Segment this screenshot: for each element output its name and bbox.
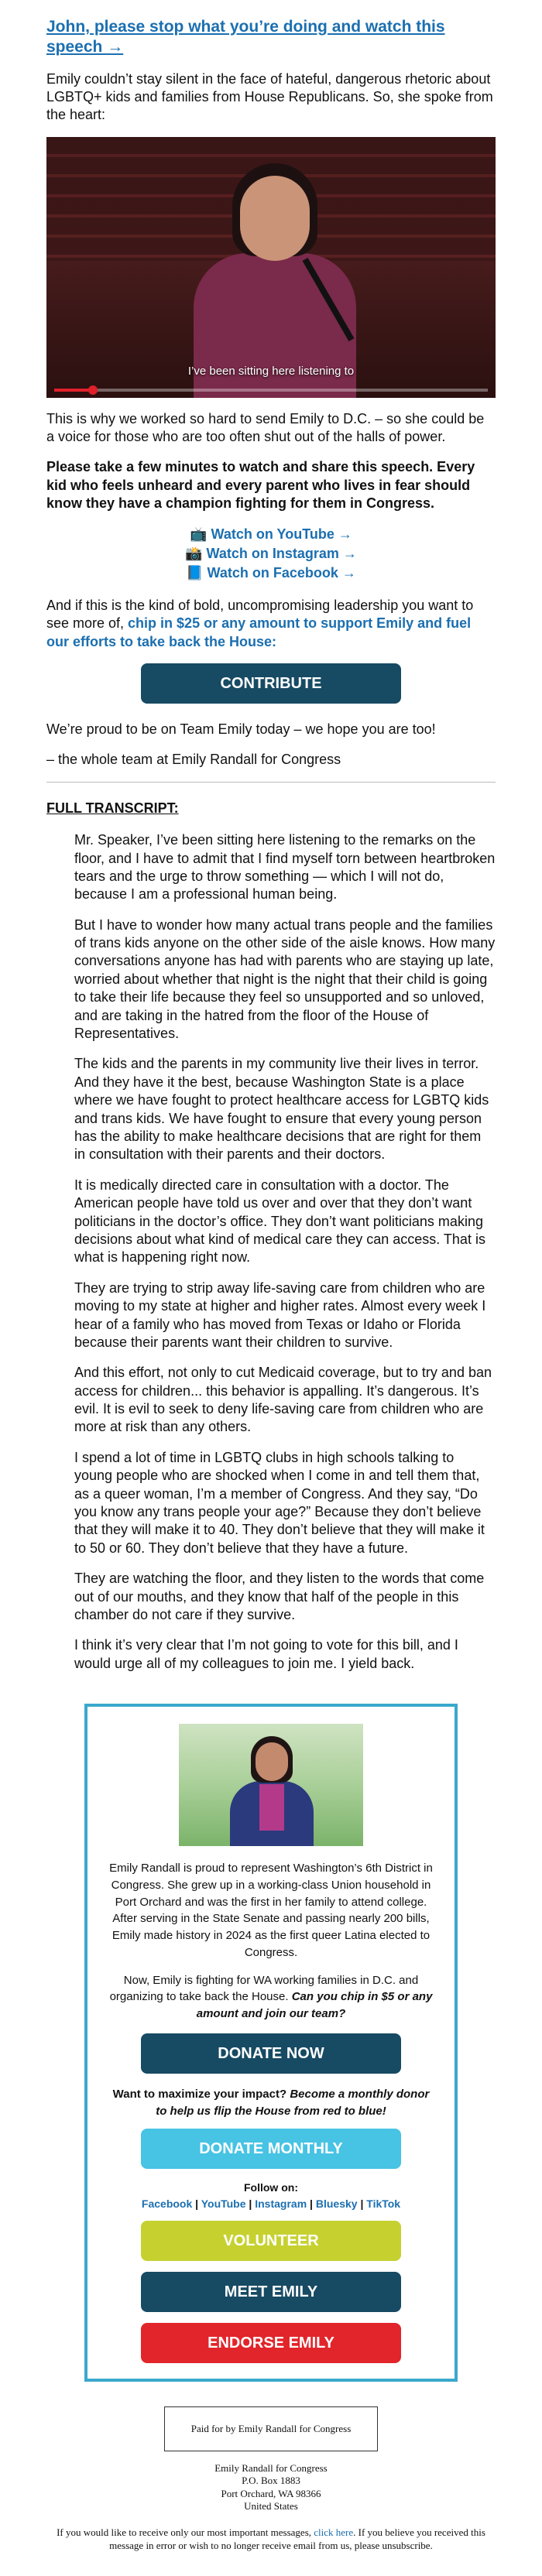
transcript-paragraph: They are watching the floor, and they listen to the words that come out of our mouths, and they know that half of the people in this chamber do not care if they survive. [74, 1571, 485, 1622]
headline-link[interactable]: John, please stop what you’re doing and watch this speech → [46, 18, 445, 57]
volunteer-button[interactable]: VOLUNTEER [141, 2221, 401, 2261]
watch-instagram-link[interactable]: Watch on Instagram → [206, 546, 357, 562]
paid-for-box: Paid for by Emily Randall for Congress [164, 2406, 378, 2451]
address-line: United States [244, 2499, 298, 2512]
leadership-text: And if this is the kind of bold, uncompromising leadership you want to see more of, [46, 597, 474, 632]
watch-youtube-link[interactable]: Watch on YouTube → [211, 526, 352, 542]
bluesky-link[interactable]: Bluesky [315, 2197, 358, 2210]
bio-paragraph: Emily Randall is proud to represent Washington’s 6th District in Congress. She grew up in a working-class Union household in Port Orchard and was the first in her family to attend college. After serving in the State Senate and passing nearly 200 bills, Emily made history in 2024 as the first queer Latina elected to Congress. [109, 1862, 433, 1959]
contribute-button[interactable]: CONTRIBUTE [141, 663, 401, 704]
watch-facebook[interactable] [46, 564, 496, 582]
watch-links [46, 526, 496, 583]
transcript [46, 831, 496, 1673]
transcript-paragraph: I spend a lot of time in LGBTQ clubs in high schools talking to young people who are shocked when I come in and tell them that, as a queer woman, I’m a member of Congress. And they say, “Do you know any trans people your age?” Because they don’t believe that they will make it to 40. They don’t believe that they will make it to 50 or 60. They don’t believe that they have a future. [74, 1449, 485, 1556]
why-paragraph: This is why we worked so hard to send Emily to D.C. – so she could be a voice for those who are too often shut out of the halls of power. [46, 410, 485, 445]
ask-text: Can you chip in $5 or any amount and join our team? [196, 1990, 433, 2021]
transcript-paragraph: But I have to wonder how many actual trans people and the families of trans kids anyone on the other side of the aisle knows. How many conversations anyone has had with parents who are staying up late, worried about whether that night is the night that their child is going to take their life because they feel so unsupported and so unloved, and are taking in the hatred from the floor of the House of Representatives. [74, 916, 496, 1042]
youtube-link[interactable]: YouTube [201, 2197, 246, 2210]
footer-text: If you would like to receive only our most important messages, [57, 2526, 314, 2538]
unsubscribe-note [46, 2526, 496, 2553]
signup-card [84, 1704, 458, 2382]
video-progress-bar[interactable] [54, 389, 488, 392]
tiktok-link[interactable]: TikTok [366, 2197, 401, 2210]
facebook-link[interactable]: Facebook [141, 2197, 193, 2210]
chip-in-link[interactable]: chip in $25 or any amount to support Emily and fuel our efforts to take back the House: [46, 615, 472, 649]
camera-icon: 📸 [185, 546, 203, 562]
endorse-emily-button[interactable]: ENDORSE EMILY [141, 2323, 401, 2363]
click-here-link[interactable]: click here [314, 2526, 354, 2538]
speaker-figure [194, 160, 356, 398]
upsell-text: Want to maximize your impact? [112, 2087, 290, 2101]
share-paragraph: Please take a few minutes to watch and share this speech. Every kid who feels unheard and every parent who lives in fear should know they have a champion fighting for them in Congress. [46, 459, 475, 512]
upsell-emphasis: Become a monthly donor to help us flip the House from red to blue! [156, 2087, 430, 2118]
fight-paragraph [106, 1972, 436, 2023]
meet-emily-button[interactable]: MEET EMILY [141, 2272, 401, 2312]
footer-text-post: . If you believe you received this message in error or wish to no longer receive email from us, please unsubscribe. [109, 2526, 485, 2551]
transcript-paragraph: They are trying to strip away life-saving care from children who are moving to my state at higher and higher rates. Almost every week I hear of a family who has moved from Texas or Idaho or Florida because their parents want their children to survive. [74, 1279, 486, 1350]
transcript-heading: FULL TRANSCRIPT: [46, 800, 179, 816]
mailing-address [46, 2462, 496, 2513]
address-line: P.O. Box 1883 [242, 2475, 300, 2487]
follow-label: Follow on: [244, 2181, 298, 2194]
follow-section [106, 2180, 436, 2211]
transcript-paragraph: It is medically directed care in consultation with a doctor. The American people have told us over and over that they don’t want politicians in the doctor’s office. They don’t want politicians making decisions about what kind of medical care they can access. That is what is happening right now. [74, 1177, 485, 1266]
watch-youtube[interactable] [46, 526, 496, 543]
intro-paragraph: Emily couldn’t stay silent in the face of hateful, dangerous rhetoric about LGBTQ+ kids and families from House Republicans. So, she spoke from the heart: [46, 70, 493, 123]
signoff: – the whole team at Emily Randall for Congress [46, 752, 341, 768]
social-links: Facebook | YouTube | Instagram | Bluesky | TikTok [141, 2197, 401, 2210]
leadership-paragraph [46, 597, 496, 651]
video-progress-knob[interactable] [88, 385, 98, 395]
divider [46, 782, 496, 783]
watch-instagram[interactable] [46, 545, 496, 563]
donate-monthly-button[interactable]: DONATE MONTHLY [141, 2129, 401, 2169]
emily-photo [179, 1724, 363, 1846]
transcript-paragraph: And this effort, not only to cut Medicaid coverage, but to try and ban access for children... this behavior is appalling. It’s dangerous. It’s evil. It is evil to seek to deny life-saving care from children who are more at risk than any others. [74, 1365, 492, 1435]
video-caption: I’ve been sitting here listening to [187, 365, 355, 379]
monthly-upsell [106, 2086, 436, 2120]
address-line: Port Orchard, WA 98366 [221, 2487, 321, 2499]
transcript-paragraph: The kids and the parents in my community live their lives in terror. And they have it the best, because Washington State is a place where we have fought to protect healthcare access for LGBTQ kids and trans kids. We have fought to ensure that every young person has the ability to make healthcare decisions that are right for them in consultation with their parents and their doctors. [74, 1056, 489, 1163]
donate-now-button[interactable]: DONATE NOW [141, 2033, 401, 2074]
book-icon: 📘 [186, 565, 204, 581]
tv-icon: 📺 [190, 526, 208, 542]
fight-text: Now, Emily is fighting for WA working families in D.C. and organizing to take back the House. [109, 1973, 419, 2004]
watch-facebook-link[interactable]: Watch on Facebook → [207, 565, 356, 581]
address-line: Emily Randall for Congress [214, 2462, 328, 2474]
video-player[interactable] [46, 137, 496, 398]
instagram-link[interactable]: Instagram [255, 2197, 307, 2210]
transcript-paragraph: Mr. Speaker, I’ve been sitting here listening to the remarks on the floor, and I have to admit that I find myself torn between heartbroken tears and the urge to throw something — which I will not do, because I am a professional human being. [74, 832, 496, 903]
video-progress-fill [54, 389, 93, 392]
proud-paragraph: We’re proud to be on Team Emily today – we hope you are too! [46, 721, 436, 737]
transcript-paragraph: I think it’s very clear that I’m not going to vote for this bill, and I would urge all of my colleagues to join me. I yield back. [74, 1637, 458, 1671]
